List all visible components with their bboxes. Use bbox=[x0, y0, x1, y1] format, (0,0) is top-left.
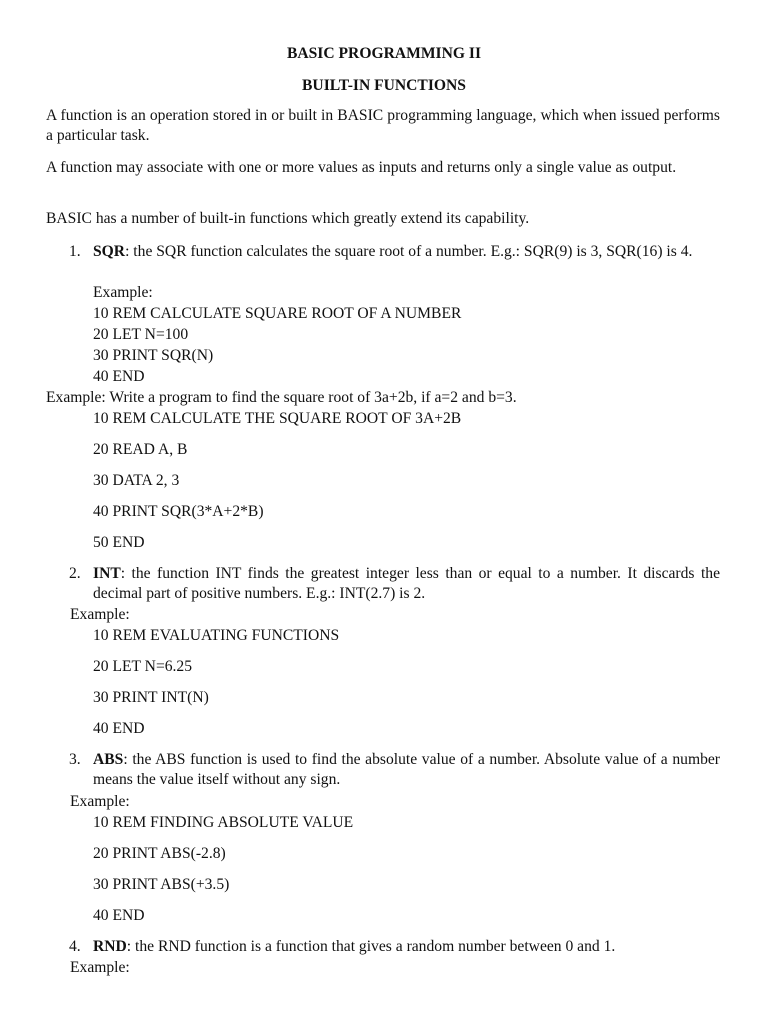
function-name: SQR bbox=[93, 243, 126, 260]
code-line: 40 END bbox=[93, 368, 145, 385]
item-number: 4. bbox=[69, 938, 81, 955]
item-int-description bbox=[93, 564, 720, 604]
code-line: 10 REM FINDING ABSOLUTE VALUE bbox=[93, 814, 354, 831]
code-line: 40 PRINT SQR(3*A+2*B) bbox=[93, 503, 264, 520]
code-line: 30 PRINT ABS(+3.5) bbox=[93, 876, 230, 893]
code-line: 50 END bbox=[93, 534, 145, 551]
code-line: 20 PRINT ABS(-2.8) bbox=[93, 845, 226, 862]
code-line: 40 END bbox=[93, 720, 145, 737]
code-line: 20 READ A, B bbox=[93, 441, 188, 458]
code-line: 10 REM EVALUATING FUNCTIONS bbox=[93, 627, 340, 644]
function-name: INT bbox=[93, 565, 121, 582]
page-subtitle: BUILT-IN FUNCTIONS bbox=[302, 77, 466, 94]
item-rnd-description bbox=[93, 937, 615, 957]
function-name: ABS bbox=[93, 751, 124, 768]
function-description: : the ABS function is used to find the absolute value of a number. Absolute value of a number means the value itself without any sign. bbox=[93, 751, 720, 788]
example-label: Example: bbox=[70, 606, 130, 623]
code-line: 30 DATA 2, 3 bbox=[93, 472, 180, 489]
code-line: 30 PRINT INT(N) bbox=[93, 689, 209, 706]
item-number: 1. bbox=[69, 243, 81, 260]
code-line: 20 LET N=100 bbox=[93, 326, 189, 343]
function-description: : the SQR function calculates the square root of a number. E.g.: SQR(9) is 3, SQR(16) is 4. bbox=[125, 243, 693, 260]
intro-paragraph-2: A function may associate with one or more values as inputs and returns only a single value as output. bbox=[46, 159, 677, 176]
code-line: 20 LET N=6.25 bbox=[93, 658, 193, 675]
function-description: : the function INT finds the greatest integer less than or equal to a number. It discards the decimal part of positive numbers. E.g.: INT(2.7) is 2. bbox=[93, 565, 720, 602]
intro-paragraph-3: BASIC has a number of built-in functions which greatly extend its capability. bbox=[46, 210, 530, 227]
example-label: Example: bbox=[70, 959, 130, 976]
code-line: 10 REM CALCULATE THE SQUARE ROOT OF 3A+2B bbox=[93, 410, 462, 427]
example-label: Example: bbox=[93, 284, 153, 301]
function-name: RND bbox=[93, 938, 127, 955]
example-label: Example: bbox=[70, 793, 130, 810]
item-abs-description bbox=[93, 750, 720, 790]
item-number: 3. bbox=[69, 751, 81, 768]
function-description: : the RND function is a function that gives a random number between 0 and 1. bbox=[126, 938, 616, 955]
item-number: 2. bbox=[69, 565, 81, 582]
page-title: BASIC PROGRAMMING II bbox=[286, 45, 482, 62]
code-line: 10 REM CALCULATE SQUARE ROOT OF A NUMBER bbox=[93, 305, 462, 322]
intro-paragraph-1: A function is an operation stored in or built in BASIC programming language, which when issued performs a particular task. bbox=[46, 107, 720, 144]
extra-example-text: Example: Write a program to find the square root of 3a+2b, if a=2 and b=3. bbox=[46, 389, 517, 406]
code-line: 40 END bbox=[93, 907, 145, 924]
code-line: 30 PRINT SQR(N) bbox=[93, 347, 214, 364]
item-sqr-description bbox=[93, 242, 720, 262]
